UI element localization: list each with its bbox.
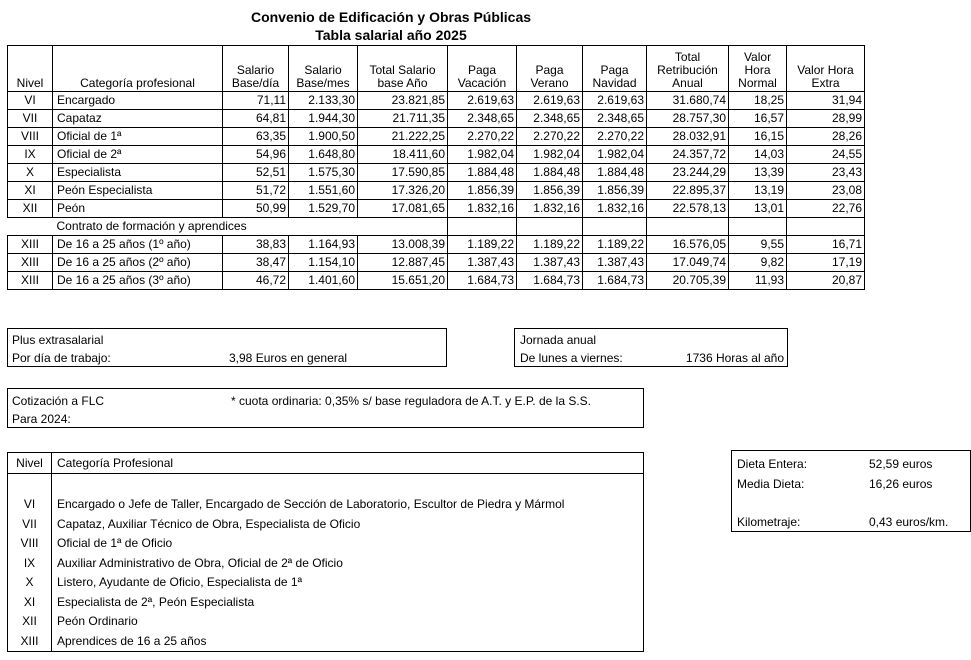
cell-paga-vacacion: 1.832,16 bbox=[448, 200, 517, 218]
cell-salario-mes: 1.164,93 bbox=[289, 236, 358, 254]
empty-cell bbox=[517, 218, 583, 236]
cell-valor-hora-extra: 24,55 bbox=[787, 146, 865, 164]
salary-row bbox=[8, 128, 865, 146]
cell-valor-hora-normal: 13,01 bbox=[729, 200, 787, 218]
header-categoria: Categoría profesional bbox=[53, 46, 223, 92]
empty-cell bbox=[448, 218, 517, 236]
empty-cell bbox=[583, 218, 647, 236]
category-nivel: XII bbox=[8, 612, 52, 632]
cell-salario-mes: 1.529,70 bbox=[289, 200, 358, 218]
cell-paga-verano: 2.619,63 bbox=[517, 92, 583, 110]
header-paga-verano: Paga Verano bbox=[517, 46, 583, 92]
cell-paga-verano: 1.982,04 bbox=[517, 146, 583, 164]
categories-table bbox=[7, 452, 644, 652]
jornada-label: De lunes a viernes: bbox=[520, 351, 623, 365]
cell-paga-vacacion: 2.270,22 bbox=[448, 128, 517, 146]
cell-paga-verano: 1.684,73 bbox=[517, 272, 583, 290]
category-row bbox=[8, 515, 644, 535]
cell-total-base: 17.081,65 bbox=[358, 200, 448, 218]
cell-salario-dia: 46,72 bbox=[223, 272, 289, 290]
section-row bbox=[8, 218, 865, 236]
category-row bbox=[8, 632, 644, 652]
cell-salario-mes: 1.551,60 bbox=[289, 182, 358, 200]
salary-row bbox=[8, 146, 865, 164]
category-row bbox=[8, 495, 644, 515]
cell-salario-dia: 71,11 bbox=[223, 92, 289, 110]
cell-paga-navidad: 1.982,04 bbox=[583, 146, 647, 164]
cell-nivel: XIII bbox=[8, 236, 53, 254]
cell-categoria: Especialista bbox=[53, 164, 223, 182]
cell-nivel: VII bbox=[8, 110, 53, 128]
cell-paga-navidad: 1.387,43 bbox=[583, 254, 647, 272]
cell-salario-dia: 38,47 bbox=[223, 254, 289, 272]
cell-total-retribucion: 23.244,29 bbox=[647, 164, 729, 182]
category-descripcion: Listero, Ayudante de Oficio, Especialista de 1ª bbox=[57, 575, 303, 590]
cell-categoria: De 16 a 25 años (1º año) bbox=[53, 236, 223, 254]
cell-nivel: XIII bbox=[8, 272, 53, 290]
cell-total-base: 17.590,85 bbox=[358, 164, 448, 182]
cotizacion-title: Cotización a FLC bbox=[12, 394, 105, 408]
cell-valor-hora-normal: 16,57 bbox=[729, 110, 787, 128]
header-paga-vacacion: Paga Vacación bbox=[448, 46, 517, 92]
category-nivel: VI bbox=[8, 495, 52, 515]
cell-paga-verano: 2.348,65 bbox=[517, 110, 583, 128]
cell-categoria: De 16 a 25 años (2º año) bbox=[53, 254, 223, 272]
cell-salario-mes: 1.401,60 bbox=[289, 272, 358, 290]
category-nivel: XIII bbox=[8, 632, 52, 652]
category-descripcion: Capataz, Auxiliar Técnico de Obra, Especialista de Oficio bbox=[57, 516, 361, 531]
category-descripcion: Especialista de 2ª, Peón Especialista bbox=[57, 594, 255, 609]
cotizacion-note: * cuota ordinaria: 0,35% s/ base reguladora de A.T. y E.P. de la S.S. bbox=[231, 394, 591, 408]
category-descripcion: Auxiliar Administrativo de Obra, Oficial de 2ª de Oficio bbox=[57, 555, 343, 570]
salary-row bbox=[8, 110, 865, 128]
cell-paga-vacacion: 2.348,65 bbox=[448, 110, 517, 128]
media-dieta-label: Media Dieta: bbox=[737, 477, 805, 491]
cell-valor-hora-extra: 22,76 bbox=[787, 200, 865, 218]
cell-nivel: XI bbox=[8, 182, 53, 200]
cell-nivel: VIII bbox=[8, 128, 53, 146]
empty-cell bbox=[787, 218, 865, 236]
cell-total-retribucion: 22.895,37 bbox=[647, 182, 729, 200]
cell-nivel: VI bbox=[8, 92, 53, 110]
cell-total-retribucion: 17.049,74 bbox=[647, 254, 729, 272]
salary-row bbox=[8, 200, 865, 218]
cell-valor-hora-extra: 28,26 bbox=[787, 128, 865, 146]
jornada-value: 1736 Horas al año bbox=[685, 351, 784, 365]
cell-valor-hora-extra: 17,19 bbox=[787, 254, 865, 272]
cell-total-base: 21.711,35 bbox=[358, 110, 448, 128]
cell-total-retribucion: 20.705,39 bbox=[647, 272, 729, 290]
cell-categoria: Peón Especialista bbox=[53, 182, 223, 200]
cell-paga-verano: 1.884,48 bbox=[517, 164, 583, 182]
header-valor-hora-normal: Valor Hora Normal bbox=[729, 46, 787, 92]
plus-extrasalarial-box bbox=[7, 328, 447, 367]
category-row bbox=[8, 573, 644, 593]
cell-nivel: XIII bbox=[8, 254, 53, 272]
cell-salario-mes: 1.154,10 bbox=[289, 254, 358, 272]
cell-paga-verano: 1.387,43 bbox=[517, 254, 583, 272]
section-label: Contrato de formación y aprendices bbox=[8, 218, 448, 236]
cell-valor-hora-normal: 11,93 bbox=[729, 272, 787, 290]
cell-nivel: IX bbox=[8, 146, 53, 164]
plus-label: Por día de trabajo: bbox=[12, 351, 111, 365]
category-row bbox=[8, 612, 644, 632]
cell-valor-hora-normal: 13,19 bbox=[729, 182, 787, 200]
cell-salario-dia: 52,51 bbox=[223, 164, 289, 182]
cell-valor-hora-normal: 16,15 bbox=[729, 128, 787, 146]
cell-categoria: De 16 a 25 años (3º año) bbox=[53, 272, 223, 290]
cell-paga-navidad: 1.884,48 bbox=[583, 164, 647, 182]
document-title: Convenio de Edificación y Obras Públicas bbox=[250, 9, 532, 25]
cell-total-retribucion: 31.680,74 bbox=[647, 92, 729, 110]
cell-paga-navidad: 1.189,22 bbox=[583, 236, 647, 254]
cell-paga-verano: 2.270,22 bbox=[517, 128, 583, 146]
jornada-anual-box bbox=[514, 328, 788, 367]
cell-valor-hora-normal: 18,25 bbox=[729, 92, 787, 110]
cell-total-retribucion: 24.357,72 bbox=[647, 146, 729, 164]
cotizacion-box bbox=[7, 388, 644, 428]
cat-header-nivel: Nivel bbox=[8, 453, 52, 474]
header-paga-navidad: Paga Navidad bbox=[583, 46, 647, 92]
cell-salario-mes: 1.944,30 bbox=[289, 110, 358, 128]
salary-table bbox=[7, 45, 865, 290]
empty-cell bbox=[729, 218, 787, 236]
cell-total-base: 23.821,85 bbox=[358, 92, 448, 110]
cell-salario-mes: 1.648,80 bbox=[289, 146, 358, 164]
category-descripcion: Encargado o Jefe de Taller, Encargado de Sección de Laboratorio, Escultor de Piedra y Mármol bbox=[57, 497, 565, 512]
salary-row bbox=[8, 92, 865, 110]
cell-valor-hora-normal: 9,55 bbox=[729, 236, 787, 254]
cell-total-base: 18.411,60 bbox=[358, 146, 448, 164]
cell-paga-vacacion: 1.856,39 bbox=[448, 182, 517, 200]
category-nivel: XI bbox=[8, 593, 52, 613]
cell-paga-navidad: 1.856,39 bbox=[583, 182, 647, 200]
category-descripcion: Peón Ordinario bbox=[57, 614, 138, 629]
cell-salario-mes: 1.575,30 bbox=[289, 164, 358, 182]
cell-total-retribucion: 28.032,91 bbox=[647, 128, 729, 146]
cell-salario-dia: 63,35 bbox=[223, 128, 289, 146]
cell-paga-vacacion: 1.684,73 bbox=[448, 272, 517, 290]
salary-row bbox=[8, 272, 865, 290]
salary-table-header bbox=[8, 46, 865, 92]
cell-nivel: XII bbox=[8, 200, 53, 218]
category-nivel: X bbox=[8, 573, 52, 593]
cell-paga-navidad: 2.348,65 bbox=[583, 110, 647, 128]
cell-paga-navidad: 2.270,22 bbox=[583, 128, 647, 146]
category-nivel: IX bbox=[8, 554, 52, 574]
cell-valor-hora-extra: 20,87 bbox=[787, 272, 865, 290]
cell-valor-hora-normal: 13,39 bbox=[729, 164, 787, 182]
cell-valor-hora-extra: 31,94 bbox=[787, 92, 865, 110]
header-valor-hora-extra: Valor Hora Extra bbox=[787, 46, 865, 92]
cell-valor-hora-normal: 9,82 bbox=[729, 254, 787, 272]
cell-paga-vacacion: 1.982,04 bbox=[448, 146, 517, 164]
categories-table-header bbox=[8, 453, 644, 474]
cell-categoria: Capataz bbox=[53, 110, 223, 128]
salary-row bbox=[8, 254, 865, 272]
header-total-retribucion: Total Retribución Anual bbox=[647, 46, 729, 92]
cell-total-retribucion: 16.576,05 bbox=[647, 236, 729, 254]
category-nivel: VII bbox=[8, 515, 52, 535]
category-row bbox=[8, 554, 644, 574]
cell-total-retribucion: 28.757,30 bbox=[647, 110, 729, 128]
cell-valor-hora-extra: 16,71 bbox=[787, 236, 865, 254]
cell-salario-dia: 64,81 bbox=[223, 110, 289, 128]
header-salario-dia: Salario Base/día bbox=[223, 46, 289, 92]
cotizacion-label: Para 2024: bbox=[12, 412, 71, 426]
salary-row bbox=[8, 164, 865, 182]
cell-total-base: 12.887,45 bbox=[358, 254, 448, 272]
category-row bbox=[8, 593, 644, 613]
cell-paga-vacacion: 2.619,63 bbox=[448, 92, 517, 110]
cell-paga-verano: 1.832,16 bbox=[517, 200, 583, 218]
cell-paga-vacacion: 1.884,48 bbox=[448, 164, 517, 182]
cell-paga-verano: 1.189,22 bbox=[517, 236, 583, 254]
cell-paga-navidad: 1.832,16 bbox=[583, 200, 647, 218]
document-subtitle: Tabla salarial año 2025 bbox=[315, 27, 467, 43]
category-descripcion: Oficial de 1ª de Oficio bbox=[57, 536, 173, 551]
cell-salario-dia: 51,72 bbox=[223, 182, 289, 200]
empty-cell bbox=[647, 218, 729, 236]
media-dieta-value: 16,26 euros bbox=[869, 477, 933, 491]
kilometraje-label: Kilometraje: bbox=[737, 515, 801, 529]
dieta-entera-value: 52,59 euros bbox=[869, 457, 933, 471]
category-descripcion: Aprendices de 16 a 25 años bbox=[57, 633, 207, 648]
cell-total-base: 13.008,39 bbox=[358, 236, 448, 254]
cell-paga-verano: 1.856,39 bbox=[517, 182, 583, 200]
cell-salario-dia: 50,99 bbox=[223, 200, 289, 218]
dieta-entera-label: Dieta Entera: bbox=[737, 457, 808, 471]
cell-categoria: Encargado bbox=[53, 92, 223, 110]
jornada-title: Jornada anual bbox=[520, 333, 597, 347]
header-total-base: Total Salario base Año bbox=[358, 46, 448, 92]
cell-valor-hora-extra: 23,08 bbox=[787, 182, 865, 200]
cell-valor-hora-extra: 23,43 bbox=[787, 164, 865, 182]
cell-nivel: X bbox=[8, 164, 53, 182]
cell-salario-mes: 2.133,30 bbox=[289, 92, 358, 110]
cell-salario-dia: 54,96 bbox=[223, 146, 289, 164]
category-nivel: VIII bbox=[8, 534, 52, 554]
header-nivel: Nivel bbox=[8, 46, 53, 92]
cell-valor-hora-normal: 14,03 bbox=[729, 146, 787, 164]
header-salario-mes: Salario Base/mes bbox=[289, 46, 358, 92]
cell-paga-navidad: 1.684,73 bbox=[583, 272, 647, 290]
plus-title: Plus extrasalarial bbox=[12, 333, 104, 347]
category-row bbox=[8, 534, 644, 554]
salary-row bbox=[8, 182, 865, 200]
cell-total-base: 15.651,20 bbox=[358, 272, 448, 290]
cell-categoria: Oficial de 1ª bbox=[53, 128, 223, 146]
cat-header-categoria: Categoría Profesional bbox=[52, 453, 644, 474]
cell-categoria: Oficial de 2ª bbox=[53, 146, 223, 164]
plus-value: 3,98 Euros en general bbox=[229, 351, 348, 365]
salary-row bbox=[8, 236, 865, 254]
cell-salario-mes: 1.900,50 bbox=[289, 128, 358, 146]
cell-paga-navidad: 2.619,63 bbox=[583, 92, 647, 110]
cell-paga-vacacion: 1.387,43 bbox=[448, 254, 517, 272]
cell-valor-hora-extra: 28,99 bbox=[787, 110, 865, 128]
cell-categoria: Peón bbox=[53, 200, 223, 218]
cell-total-base: 17.326,20 bbox=[358, 182, 448, 200]
kilometraje-value: 0,43 euros/km. bbox=[869, 515, 949, 529]
cell-total-base: 21.222,25 bbox=[358, 128, 448, 146]
cell-salario-dia: 38,83 bbox=[223, 236, 289, 254]
dietas-box bbox=[731, 450, 971, 532]
cell-total-retribucion: 22.578,13 bbox=[647, 200, 729, 218]
cell-paga-vacacion: 1.189,22 bbox=[448, 236, 517, 254]
